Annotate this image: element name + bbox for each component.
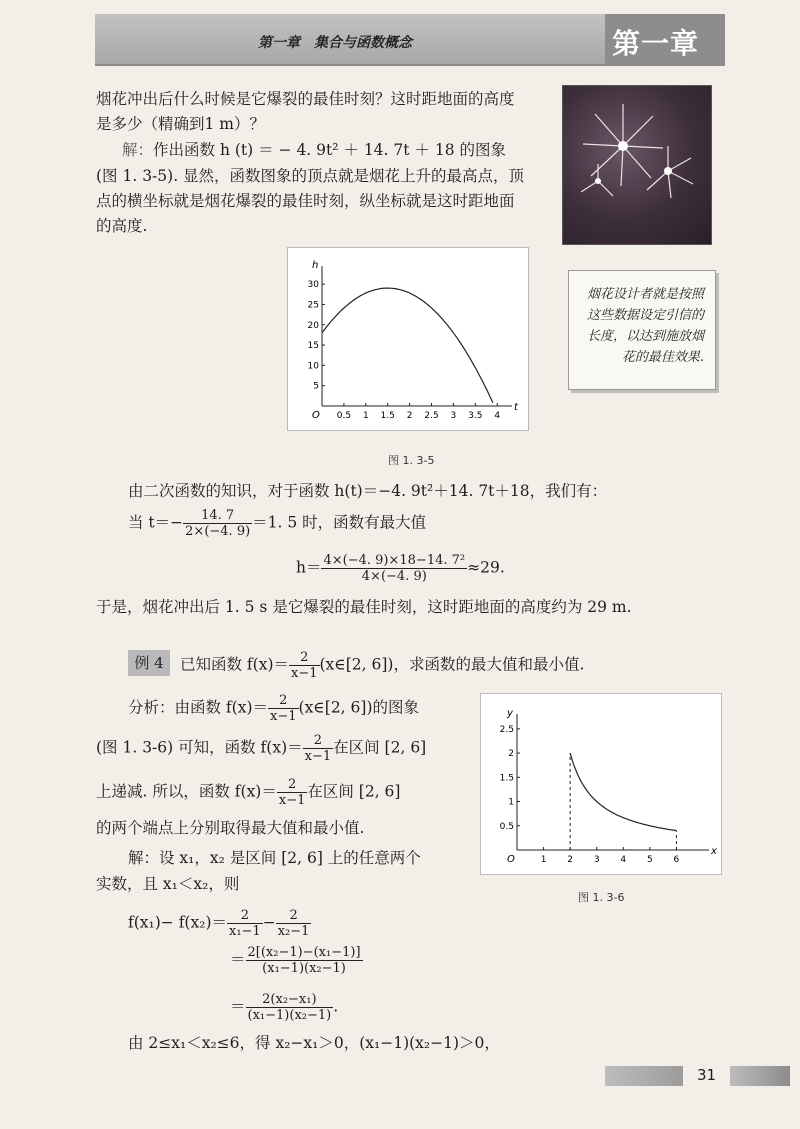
- origin-label: O: [312, 410, 320, 421]
- max-h-num: 4×(−4. 9)×18−14. 7²: [323, 553, 466, 568]
- y-tick-label: 20: [307, 320, 319, 331]
- vertex-t-num: 14. 7: [183, 508, 252, 524]
- function-curve: [322, 288, 493, 403]
- analysis-2-num: 2: [303, 733, 334, 749]
- vertex-t-den: 2×(−4. 9): [185, 524, 251, 539]
- eq1-fraction-2: [276, 908, 312, 939]
- analysis-2-den: x−1: [304, 749, 332, 764]
- solution2-line-2: 实数，且 x₁＜x₂，则: [96, 875, 240, 893]
- figure-1-3-6: [480, 693, 722, 875]
- x-tick-label: 4: [494, 411, 501, 421]
- eq3-equals: ＝: [230, 997, 246, 1016]
- analysis-1-den: x−1: [270, 709, 297, 724]
- equation-line-3: [230, 992, 530, 1023]
- analysis-1-fraction: [268, 693, 299, 724]
- hyperbola-chart: [481, 694, 721, 874]
- max-h-fraction: [321, 553, 467, 584]
- analysis-line-3: [96, 777, 476, 808]
- solution-text-1: 作出函数 h (t) ＝ − 4. 9t² ＋ 14. 7t ＋ 18 的图象: [153, 141, 506, 159]
- footer-bar-right: [730, 1066, 790, 1086]
- equation-line-2: [230, 945, 530, 976]
- eq1-den-2: x₂−1: [277, 924, 310, 939]
- vertex-t-suffix: ＝1. 5 时，函数有最大值: [252, 513, 427, 532]
- analysis-2-fraction: [303, 733, 334, 764]
- intro-line-2: 是多少（精确到1 m）？: [96, 115, 265, 133]
- y-axis-label: h: [312, 260, 319, 271]
- max-h-prefix: h＝: [296, 558, 322, 577]
- intro-line-1: 烟花冲出后什么时候是它爆裂的最佳时刻？这时距地面的高度: [96, 90, 515, 108]
- example-suffix: (x∈[2, 6])，求函数的最大值和最小值.: [319, 655, 585, 674]
- fireworks-image: [563, 86, 711, 244]
- conclusion-text: 于是，烟花冲出后 1. 5 s 是它爆裂的最佳时刻，这时距地面的高度约为 29 m.: [96, 598, 632, 616]
- analysis-1-prefix: 分析：由函数 f(x)＝: [128, 698, 269, 717]
- x-axis-label: t: [514, 402, 518, 413]
- eq1-prefix: f(x₁)− f(x₂)＝: [128, 913, 227, 932]
- y-axis-label: y: [507, 708, 513, 719]
- max-h-den: 4×(−4. 9): [361, 569, 427, 584]
- function-curve: [570, 753, 676, 831]
- example-badge: 例 4: [128, 650, 170, 676]
- parabola-chart: [288, 248, 528, 430]
- max-h-line: [296, 553, 716, 584]
- equation-line-1: [128, 908, 528, 939]
- x-axis-label: x: [711, 846, 717, 857]
- x-tick-label: 2.5: [424, 411, 439, 421]
- quadratic-text: 由二次函数的知识，对于函数 h(t)＝−4. 9t²＋14. 7t＋18，我们有：: [128, 482, 608, 500]
- fireworks-photo: [562, 85, 712, 245]
- x-tick-label: 2: [406, 411, 413, 421]
- figure-1-3-5: [287, 247, 529, 431]
- analysis-line-2: [96, 733, 476, 764]
- footer-bar-left: [605, 1066, 683, 1086]
- margin-note-text: 烟花设计者就是按照这些数据设定引信的长度，以达到施放烟花的最佳效果.: [586, 287, 704, 365]
- eq1-num-1: 2: [227, 908, 263, 924]
- eq1-num-2: 2: [276, 908, 312, 924]
- vertex-t-line: [128, 508, 728, 539]
- example-fraction: [289, 650, 320, 681]
- y-tick-label: 15: [307, 341, 319, 352]
- eq2-den: (x₁−1)(x₂−1): [262, 961, 346, 976]
- analysis-2-prefix: (图 1. 3-6) 可知，函数 f(x)＝: [96, 738, 303, 757]
- y-tick-label: 2.5: [499, 724, 514, 735]
- example-statement: [180, 650, 740, 681]
- eq1-minus: −: [262, 913, 276, 932]
- y-tick-label: 10: [307, 361, 319, 372]
- x-tick-label: 6: [673, 855, 680, 865]
- solution-line-3: 点的横坐标就是烟花爆裂的最佳时刻，纵坐标就是这时距地面: [96, 192, 515, 210]
- x-tick-label: 0.5: [336, 411, 352, 421]
- solution-label: 解：: [122, 141, 154, 159]
- analysis-line-4: 的两个端点上分别取得最大值和最小值.: [96, 819, 365, 837]
- chapter-label: 第一章: [612, 27, 700, 60]
- analysis-3-prefix: 上递减. 所以，函数 f(x)＝: [96, 782, 277, 801]
- solution-line-4: 的高度.: [96, 217, 148, 235]
- x-tick-label: 1.5: [380, 411, 395, 421]
- y-tick-label: 25: [307, 300, 319, 311]
- eq2-num: 2[(x₂−1)−(x₁−1)]: [247, 945, 361, 960]
- x-tick-label: 3: [593, 855, 600, 865]
- analysis-line-1: [128, 693, 478, 724]
- y-tick-label: 5: [313, 381, 319, 392]
- final-line: 由 2≤x₁＜x₂≤6，得 x₂−x₁＞0，(x₁−1)(x₂−1)＞0，: [128, 1034, 500, 1052]
- example-prefix: 已知函数 f(x)＝: [180, 655, 289, 674]
- y-tick-label: 2: [508, 749, 514, 760]
- x-tick-label: 2: [567, 855, 574, 865]
- y-tick-label: 1.5: [499, 773, 514, 784]
- figure-1-3-5-caption: 图 1. 3-5: [388, 454, 435, 467]
- analysis-2-suffix: 在区间 [2, 6]: [333, 738, 427, 757]
- eq3-den: (x₁−1)(x₂−1): [247, 1008, 332, 1023]
- origin-label: O: [507, 854, 515, 865]
- vertex-t-fraction: [183, 508, 252, 539]
- eq2-equals: ＝: [230, 950, 246, 969]
- solution-line-1: [122, 137, 562, 163]
- eq2-fraction: [246, 945, 363, 976]
- analysis-3-fraction: [277, 777, 308, 808]
- eq3-period: .: [333, 997, 339, 1016]
- x-tick-label: 1: [362, 411, 369, 421]
- x-tick-label: 3: [450, 411, 457, 421]
- figure-1-3-6-caption: 图 1. 3-6: [578, 891, 625, 904]
- x-tick-label: 1: [540, 855, 547, 865]
- vertex-t-prefix: 当 t＝−: [128, 513, 184, 532]
- eq3-num: 2(x₂−x₁): [246, 992, 334, 1008]
- analysis-1-num: 2: [268, 693, 299, 709]
- y-tick-label: 30: [307, 280, 319, 291]
- analysis-3-den: x−1: [278, 793, 306, 808]
- running-header: 第一章 集合与函数概念: [258, 35, 412, 51]
- max-h-suffix: ≈29.: [467, 558, 505, 577]
- example-frac-num: 2: [289, 650, 320, 666]
- x-tick-label: 3.5: [468, 411, 483, 421]
- eq3-fraction: [246, 992, 334, 1023]
- analysis-3-num: 2: [277, 777, 308, 793]
- analysis-1-suffix: (x∈[2, 6])的图象: [298, 698, 419, 717]
- y-tick-label: 1: [508, 797, 514, 808]
- eq1-den-1: x₁−1: [229, 924, 261, 939]
- y-tick-label: 0.5: [499, 821, 514, 832]
- page-number: 31: [697, 1066, 717, 1084]
- analysis-3-suffix: 在区间 [2, 6]: [307, 782, 401, 801]
- eq1-fraction-1: [227, 908, 263, 939]
- x-tick-label: 4: [620, 855, 627, 865]
- solution-line-2: (图 1. 3-5). 显然，函数图象的顶点就是烟花上升的最高点，顶: [96, 167, 525, 185]
- example-frac-den: x−1: [291, 666, 318, 681]
- x-tick-label: 5: [646, 855, 653, 865]
- solution2-line-1: 解：设 x₁，x₂ 是区间 [2, 6] 上的任意两个: [128, 849, 421, 867]
